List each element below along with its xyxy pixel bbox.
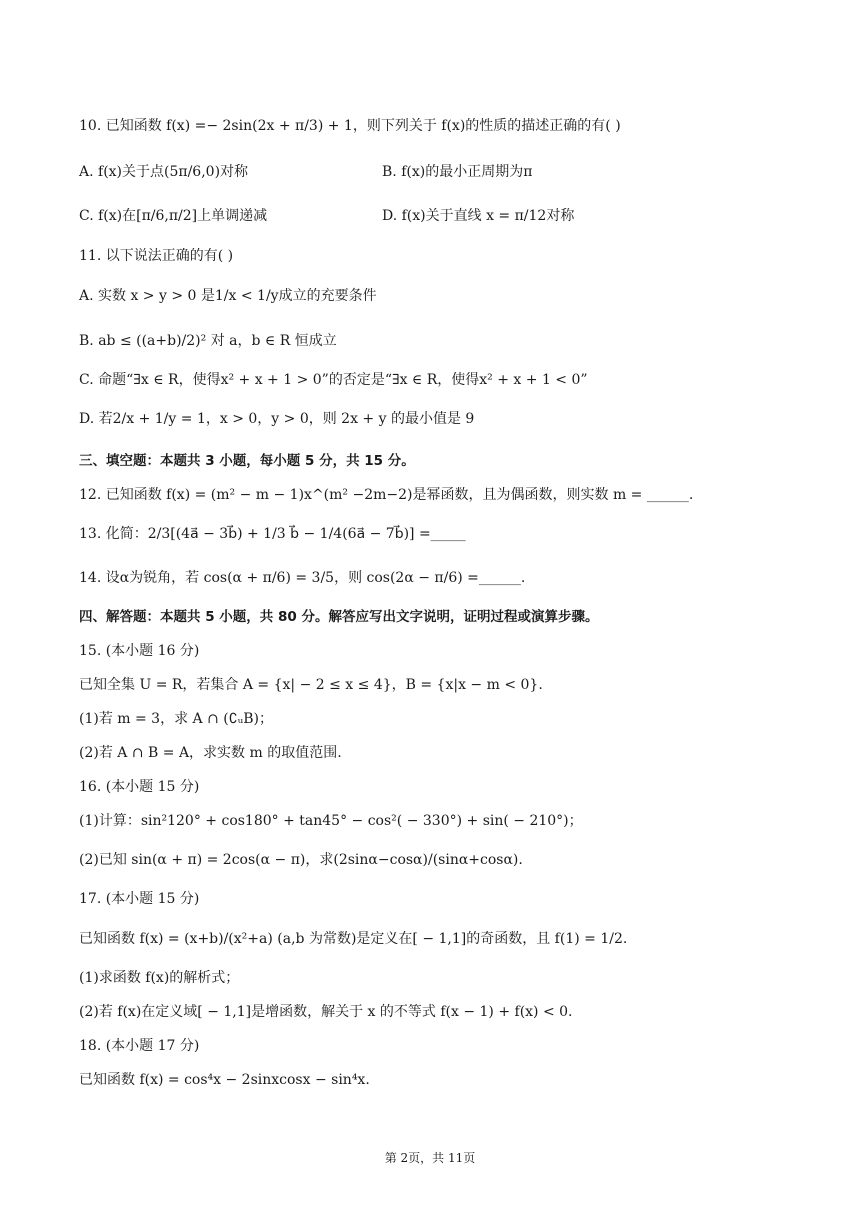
q11-option-d: D. 若2/x + 1/y = 1，x > 0，y > 0，则 2x + y 的最小值是 9: [79, 411, 475, 427]
q11-stem: 11. 以下说法正确的有( ): [79, 248, 234, 264]
q15-part-1: (1)若 m = 3，求 A ∩ (∁ᵤB)；: [79, 711, 273, 727]
q16-part-1: (1)计算：sin²120° + cos180° + tan45° − cos²( − 330°) + sin( − 210°)；: [79, 813, 583, 829]
q10-option-a: A. f(x)关于点(5π/6,0)对称: [79, 164, 249, 180]
q15-title: 15. (本小题 16 分): [79, 643, 200, 659]
q18-title: 18. (本小题 17 分): [79, 1038, 200, 1054]
q13: 13. 化简：2/3[(4a⃗ − 3b⃗) + 1/3 b⃗ − 1/4(6a⃗ − 7b⃗)] =_____: [79, 526, 466, 542]
q11-option-a: A. 实数 x > y > 0 是1/x < 1/y成立的充要条件: [79, 288, 377, 304]
q17-part-2: (2)若 f(x)在定义域[ − 1,1]是增函数，解关于 x 的不等式 f(x − 1) + f(x) < 0.: [79, 1004, 573, 1020]
q17-title: 17. (本小题 15 分): [79, 891, 200, 907]
q10-option-b: B. f(x)的最小正周期为π: [382, 164, 533, 180]
q10-option-d: D. f(x)关于直线 x = π/12对称: [382, 208, 575, 224]
section-3-title: 三、填空题：本题共 3 小题，每小题 5 分，共 15 分。: [79, 453, 415, 469]
q14: 14. 设α为锐角，若 cos(α + π/6) = 3/5，则 cos(2α − π/6) =______.: [79, 570, 526, 586]
q11-option-c: C. 命题“∃x ∈ R，使得x² + x + 1 > 0”的否定是“∃x ∈ R，使得x² + x + 1 < 0”: [79, 372, 588, 388]
q15-part-2: (2)若 A ∩ B = A，求实数 m 的取值范围.: [79, 745, 342, 761]
q15-intro: 已知全集 U = R，若集合 A = {x| − 2 ≤ x ≤ 4}，B = {x|x − m < 0}.: [79, 677, 543, 693]
page-footer: 第 2页，共 11页: [384, 1151, 476, 1165]
q11-option-b: B. ab ≤ ((a+b)/2)² 对 a，b ∈ R 恒成立: [79, 333, 337, 349]
q17-part-1: (1)求函数 f(x)的解析式；: [79, 970, 240, 986]
q16-part-2: (2)已知 sin(α + π) = 2cos(α − π)，求(2sinα−cosα)/(sinα+cosα).: [79, 852, 523, 868]
q18-intro: 已知函数 f(x) = cos⁴x − 2sinxcosx − sin⁴x.: [79, 1072, 370, 1088]
q10-stem: 10. 已知函数 f(x) =− 2sin(2x + π/3) + 1，则下列关于 f(x)的性质的描述正确的有( ): [79, 118, 621, 134]
q12: 12. 已知函数 f(x) = (m² − m − 1)x^(m² −2m−2)是幂函数，且为偶函数，则实数 m = ______.: [79, 487, 694, 503]
q17-intro: 已知函数 f(x) = (x+b)/(x²+a) (a,b 为常数)是定义在[ − 1,1]的奇函数，且 f(1) = 1/2.: [79, 931, 628, 947]
section-4-title: 四、解答题：本题共 5 小题，共 80 分。解答应写出文字说明，证明过程或演算步骤。: [79, 609, 599, 625]
q16-title: 16. (本小题 15 分): [79, 779, 200, 795]
q10-option-c: C. f(x)在[π/6,π/2]上单调递减: [79, 208, 268, 224]
